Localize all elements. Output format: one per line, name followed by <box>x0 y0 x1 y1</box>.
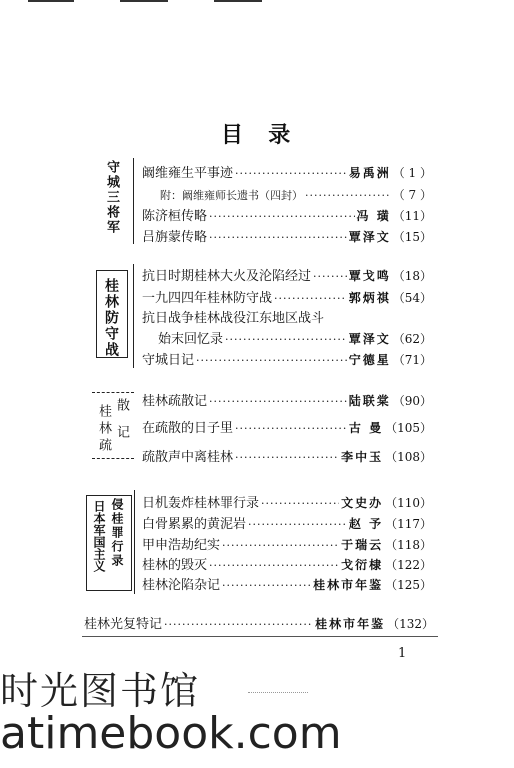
toc-entry[interactable]: 始末回忆录 ····· 覃泽文 （62） <box>158 331 432 348</box>
toc-entry[interactable]: 吕旃蒙传略 ····· 覃泽文 （15） <box>142 229 432 246</box>
toc-entry[interactable]: 甲申浩劫纪实 ····· 于瑞云 （118） <box>142 537 432 554</box>
section-label-2: 桂林防守战 <box>103 278 119 358</box>
page-title: 目 录 <box>220 122 300 148</box>
section-4-bracket <box>134 490 135 594</box>
scan-noise <box>248 692 308 694</box>
toc-entry[interactable]: 桂林光复特记 ····· 桂林市年鉴 （132） <box>84 616 434 633</box>
section-label-3b: 散记 <box>114 398 129 452</box>
section-3-bottom-rule <box>92 458 134 459</box>
toc-entry[interactable]: 桂林疏散记 ····· 陆联棠 （90） <box>142 393 432 410</box>
top-rule-2 <box>120 0 168 2</box>
section-3-top-rule <box>92 392 134 393</box>
section-label-4b: 侵桂罪行录 <box>110 498 124 568</box>
watermark-chinese: 时光图书馆 <box>0 669 201 713</box>
toc-entry[interactable]: 守城日记 ····· 宁德星 （71） <box>142 352 432 369</box>
toc-entry[interactable]: 日机轰炸桂林罪行录 ····· 文史办 （110） <box>142 495 432 512</box>
toc-entry[interactable]: 陈济桓传略 ····· 冯 璜 （11） <box>142 208 432 225</box>
watermark-url: atimebook.com <box>0 708 342 759</box>
section-label-1: 守城三将军 <box>104 160 119 235</box>
toc-entry[interactable]: 抗日战争桂林战役江东地区战斗 <box>142 311 325 326</box>
top-rule-3 <box>214 0 262 2</box>
toc-entry[interactable]: 一九四四年桂林防守战 ····· 郭炳祺 （54） <box>142 290 432 307</box>
toc-entry[interactable]: 抗日时期桂林大火及沦陷经过 ····· 覃戈鸣 （18） <box>142 268 432 285</box>
section-1-bracket <box>133 158 134 244</box>
page-number: 1 <box>398 646 407 661</box>
toc-entry[interactable]: 白骨累累的黄泥岩 ····· 赵 予 （117） <box>142 516 432 533</box>
toc-entry[interactable]: 疏散声中离桂林 ····· 李中玉 （108） <box>142 449 432 466</box>
top-rule-1 <box>28 0 74 2</box>
toc-entry[interactable]: 阚维雍生平事迹 ····· 易禹洲 （ 1 ） <box>142 165 432 182</box>
toc-entry[interactable]: 桂林的毁灭 ····· 戈衍棣 （122） <box>142 557 432 574</box>
section-label-3a: 桂林疏 <box>96 404 111 455</box>
final-rule <box>82 636 438 637</box>
toc-entry[interactable]: 在疏散的日子里 ····· 古 曼 （105） <box>142 420 432 437</box>
toc-entry[interactable]: 附：阚维雍师长遗书（四封） ····· （ 7 ） <box>160 187 432 204</box>
toc-entry[interactable]: 桂林沦陷杂记 ····· 桂林市年鉴 （125） <box>142 577 432 594</box>
section-2-bracket <box>133 264 134 368</box>
section-label-4a: 日本军国主义 <box>92 500 106 572</box>
